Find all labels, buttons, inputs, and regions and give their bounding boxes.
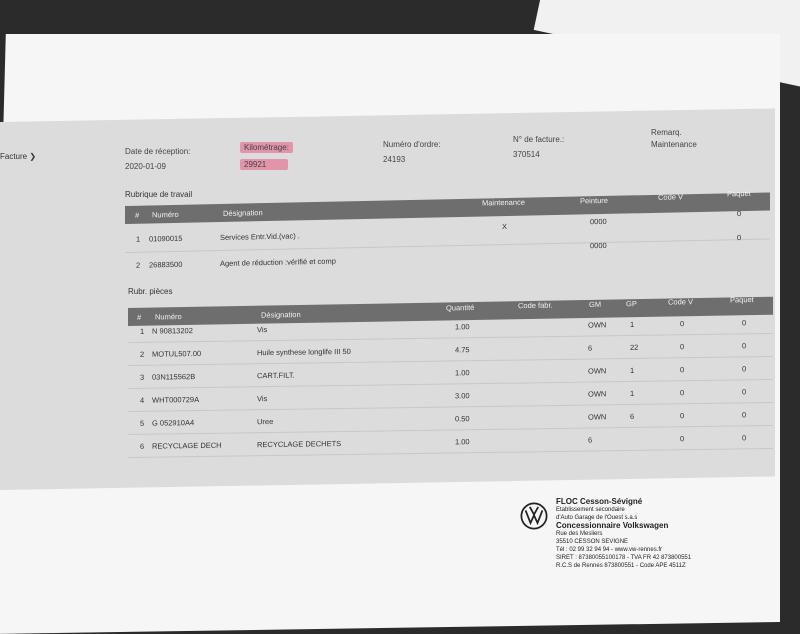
parts-cell-codev: 0 <box>680 319 685 329</box>
kilometrage-label: Kilométrage: <box>240 142 293 153</box>
dealer-rcs: R.C.S de Rennes 873800551 - Code APE 4511Z <box>556 563 686 569</box>
work-row-numero: 26883500 <box>149 259 183 270</box>
work-row-paquet: 0 <box>737 233 742 243</box>
order-number-value: 24193 <box>383 155 406 164</box>
reception-date-value: 2020-01-09 <box>125 162 166 171</box>
work-row-index: 1 <box>136 234 141 244</box>
parts-cell-quantite: 1.00 <box>455 322 470 332</box>
remarks-label: Remarq. <box>651 128 682 137</box>
parts-cell-numero: N 90813202 <box>152 326 193 336</box>
parts-cell-paquet: 0 <box>742 364 747 374</box>
kilometrage <box>240 142 293 170</box>
reception-date-label: Date de réception: <box>125 147 191 156</box>
parts-cell-quantite: 1.00 <box>455 437 470 447</box>
parts-cell-n: 4 <box>140 395 145 405</box>
remarks-value: Maintenance <box>651 140 697 149</box>
work-row-index: 2 <box>136 260 141 270</box>
parts-cell-gm: OWN <box>588 366 607 376</box>
parts-cell-gp: 6 <box>630 411 635 421</box>
work-row-designation: Agent de réduction :vérifié et comp <box>220 256 336 269</box>
order-number <box>383 140 441 164</box>
kilometrage-value: 29921 <box>240 159 288 170</box>
parts-cell-numero: MOTUL507.00 <box>152 348 202 359</box>
work-row-peinture: 0000 <box>590 240 607 251</box>
parts-cell-codev: 0 <box>680 342 685 352</box>
parts-cell-numero: 03N115562B <box>152 372 196 382</box>
parts-cell-codev: 0 <box>680 365 685 375</box>
dealer-type: Concessionnaire Volkswagen <box>556 521 669 530</box>
parts-cell-n: 6 <box>140 441 145 451</box>
parts-cell-codev: 0 <box>680 434 685 444</box>
parts-cell-gp: 22 <box>630 342 639 352</box>
work-row-designation: Services Entr.Vid.(vac) . <box>220 231 300 243</box>
work-col-codev: Code V <box>658 192 684 202</box>
parts-cell-designation: CART.FILT. <box>257 370 295 381</box>
work-col-maintenance: Maintenance <box>482 197 525 208</box>
work-row-maintenance: X <box>502 221 508 232</box>
parts-cell-codev: 0 <box>680 411 685 421</box>
parts-cell-n: 2 <box>140 349 145 359</box>
parts-cell-n: 1 <box>140 326 145 336</box>
facture-tab-label: Facture <box>0 152 28 161</box>
parts-col-designation: Désignation <box>261 309 301 320</box>
parts-cell-numero: RECYCLAGE DECH <box>152 440 222 451</box>
invoice-number <box>513 135 564 159</box>
volkswagen-logo-icon <box>520 502 548 530</box>
parts-cell-quantite: 1.00 <box>455 368 470 378</box>
parts-col-gp: GP <box>626 299 637 309</box>
parts-col-code: Code fabr. <box>518 300 553 311</box>
dealer-street: Rue des Mesliers <box>556 531 603 537</box>
parts-cell-gp: 1 <box>630 319 635 329</box>
work-col-paquet: Paquet <box>727 188 751 199</box>
work-row-peinture: 0000 <box>590 216 607 227</box>
parts-col-gm: GM <box>589 299 602 309</box>
parts-cell-gm: 6 <box>588 343 593 353</box>
parts-cell-n: 3 <box>140 372 145 382</box>
parts-cell-quantite: 0.50 <box>455 414 470 424</box>
parts-col-quantite: Quantité <box>446 302 475 313</box>
invoice-number-value: 370514 <box>513 150 540 159</box>
parts-cell-quantite: 4.75 <box>455 345 470 355</box>
parts-cell-gp: 1 <box>630 365 635 375</box>
parts-col-index: # <box>137 312 142 322</box>
chevron-down-icon: ❯ <box>29 152 37 161</box>
parts-col-numero: Numéro <box>155 312 182 322</box>
parts-col-codev: Code V <box>668 297 694 307</box>
parts-cell-gm: OWN <box>588 320 607 330</box>
parts-cell-designation: Uree <box>257 416 274 427</box>
parts-cell-paquet: 0 <box>742 410 747 420</box>
facture-tab[interactable] <box>0 152 36 161</box>
order-number-label: Numéro d'ordre: <box>383 140 441 149</box>
parts-cell-quantite: 3.00 <box>455 391 470 401</box>
parts-cell-numero: G 052910A4 <box>152 418 195 428</box>
dealer-name: FLOC Cesson-Sévigné <box>556 497 643 506</box>
parts-cell-n: 5 <box>140 418 145 428</box>
parts-cell-paquet: 0 <box>742 318 747 328</box>
parts-cell-designation: Huile synthese longlife III 50 <box>257 346 351 358</box>
work-col-numero: Numéro <box>152 209 179 220</box>
parts-cell-gm: 6 <box>588 435 593 445</box>
parts-cell-paquet: 0 <box>742 433 747 443</box>
parts-cell-gm: OWN <box>588 389 607 399</box>
remarks <box>651 128 697 149</box>
parts-cell-gp: 1 <box>630 388 635 398</box>
parts-cell-designation: Vis <box>257 325 268 335</box>
work-col-peinture: Peinture <box>580 195 608 206</box>
dealer-footer <box>556 498 756 570</box>
parts-cell-gm: OWN <box>588 412 607 422</box>
invoice-number-label: N° de facture.: <box>513 135 565 144</box>
parts-cell-numero: WHT000729A <box>152 395 200 405</box>
parts-cell-designation: Vis <box>257 394 268 404</box>
parts-cell-paquet: 0 <box>742 387 747 397</box>
dealer-tel: Tél : 02 99 32 94 94 - www.vw-rennes.fr <box>556 547 663 553</box>
reception-date <box>125 147 190 171</box>
dealer-sub1: Etablissement secondaire <box>556 507 625 513</box>
parts-cell-paquet: 0 <box>742 341 747 351</box>
work-col-designation: Désignation <box>223 208 263 218</box>
parts-cell-designation: RECYCLAGE DECHETS <box>257 439 342 450</box>
parts-section-title: Rubr. pièces <box>128 287 173 296</box>
work-row-paquet: 0 <box>737 209 742 219</box>
dealer-siret: SIRET : 87380055100178 - TVA FR 42 873800551 <box>556 555 692 561</box>
parts-col-paquet: Paquet <box>730 295 754 305</box>
dealer-city: 35510 CESSON SEVIGNE <box>556 539 629 545</box>
work-row-numero: 01090015 <box>149 233 183 244</box>
parts-cell-codev: 0 <box>680 388 685 398</box>
dealer-sub2: d'Auto Garage de l'Ouest s.a.s <box>556 515 638 521</box>
work-col-index: # <box>135 210 140 220</box>
work-section-title: Rubrique de travail <box>125 190 193 199</box>
